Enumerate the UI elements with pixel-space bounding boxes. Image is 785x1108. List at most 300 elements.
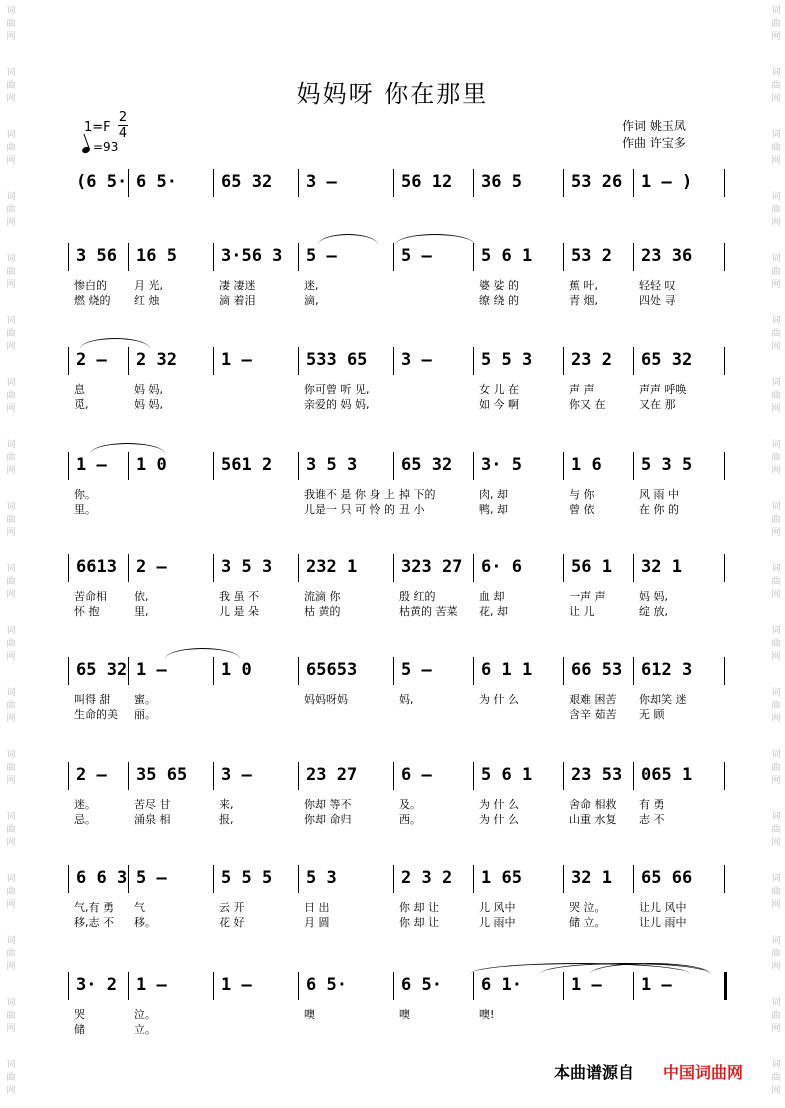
watermark-char: 曲 [6, 515, 16, 525]
barline [393, 169, 394, 197]
lyrics-verse-2 [70, 1021, 726, 1035]
watermark-char: 曲 [771, 81, 781, 91]
quarter-note-icon [81, 146, 91, 154]
measure-notes: 065 1 [641, 765, 693, 785]
measure-notes: 6 5· [401, 975, 442, 995]
measure-notes: 65 32 [76, 660, 128, 680]
barline [393, 762, 394, 790]
watermark-char: 曲 [6, 949, 16, 959]
lyric-syllables: 储 [74, 1023, 85, 1036]
lyric-syllables: 在 你 的 [639, 503, 679, 516]
measure-notes: 1 — [571, 975, 602, 995]
barline [213, 865, 214, 893]
watermark-char: 曲 [6, 1011, 16, 1021]
lyric-syllables: 妈 妈, [639, 590, 668, 603]
lyric-syllables: 为 什 么 [479, 693, 519, 706]
watermark-char: 网 [6, 466, 16, 476]
lyric-syllables: 你却 命归 [304, 813, 352, 826]
measure-notes: 5 6 1 [481, 765, 533, 785]
measure-notes: 2 3 2 [401, 868, 453, 888]
watermark-char: 曲 [6, 1073, 16, 1083]
lyric-syllables: 蜜。 [134, 693, 156, 706]
measure-notes: 1 65 [481, 868, 522, 888]
measure-notes: 3· 2 [76, 975, 117, 995]
slur [165, 648, 240, 659]
lyric-syllables: 艰难 困苦 [569, 693, 617, 706]
barline [298, 169, 299, 197]
lyric-syllables: 怀 抱 [74, 605, 100, 618]
lyric-syllables: 声 声 [569, 383, 595, 396]
lyric-syllables: 你可曾 听 见, [304, 383, 370, 396]
lyric-syllables: 妈 妈, [134, 383, 163, 396]
lyric-syllables: 迷。 [74, 798, 96, 811]
watermark-char: 曲 [771, 267, 781, 277]
watermark-char: 曲 [6, 19, 16, 29]
watermark-char: 网 [6, 1024, 16, 1034]
lyric-syllables: 缭 绕 的 [479, 294, 519, 307]
measure-notes: 23 2 [571, 350, 612, 370]
measure-notes: (6 5· [76, 172, 128, 192]
measure-notes: 23 53 [571, 765, 623, 785]
watermark-char: 曲 [771, 763, 781, 773]
lyric-syllables: 觅, [74, 398, 89, 411]
watermark-char: 网 [771, 1086, 781, 1096]
watermark-char: 曲 [771, 19, 781, 29]
watermark-char: 曲 [6, 701, 16, 711]
barline [68, 972, 69, 1000]
lyric-syllables: 月 光, [134, 279, 163, 292]
barline [473, 865, 474, 893]
watermark-char: 词 [771, 688, 781, 698]
watermark-char: 网 [771, 156, 781, 166]
measure-notes: 5 6 1 [481, 246, 533, 266]
barline [633, 347, 634, 375]
lyric-syllables: 蕉 叶, [569, 279, 598, 292]
barline [68, 243, 69, 271]
lyric-syllables: 流滴 你 [304, 590, 341, 603]
watermark-char: 网 [6, 1086, 16, 1096]
barline [213, 554, 214, 582]
barline [724, 452, 725, 480]
measure-notes: 65 32 [641, 350, 693, 370]
measure-notes: 56 1 [571, 557, 612, 577]
watermark-char: 曲 [771, 949, 781, 959]
watermark-char: 网 [771, 714, 781, 724]
lyric-syllables: 婆 娑 的 [479, 279, 519, 292]
barline [298, 554, 299, 582]
watermark-char: 曲 [6, 887, 16, 897]
watermark-char: 词 [771, 316, 781, 326]
lyrics-verse-2 [70, 811, 726, 825]
lyric-syllables: 泣。 [134, 1008, 156, 1021]
watermark-char: 网 [771, 94, 781, 104]
barline [393, 657, 394, 685]
watermark-char: 网 [771, 342, 781, 352]
lyric-syllables: 亲爱的 妈 妈, [304, 398, 370, 411]
barline [128, 657, 129, 685]
watermark-char: 网 [6, 32, 16, 42]
source-label: 本曲谱源自 [554, 1063, 635, 1082]
lyricist: 作词 姚玉凤 [622, 119, 686, 133]
watermark-char: 词 [6, 688, 16, 698]
watermark-char: 曲 [6, 391, 16, 401]
watermark-char: 曲 [771, 453, 781, 463]
watermark-char: 词 [771, 750, 781, 760]
barline [563, 865, 564, 893]
measure-notes: 56 12 [401, 172, 453, 192]
watermark-char: 网 [771, 32, 781, 42]
lyric-syllables: 山重 水复 [569, 813, 617, 826]
barline [724, 657, 725, 685]
lyric-syllables: 声声 呼唤 [639, 383, 687, 396]
watermark-char: 曲 [771, 205, 781, 215]
watermark-char: 词 [6, 626, 16, 636]
lyric-syllables: 为 什 么 [479, 798, 519, 811]
barline [473, 972, 474, 1000]
watermark-char: 词 [771, 254, 781, 264]
barline [724, 347, 725, 375]
lyric-syllables: 曾 依 [569, 503, 595, 516]
lyric-syllables: 哭 泣。 [569, 901, 606, 914]
lyric-syllables: 储 立。 [569, 916, 606, 929]
lyric-syllables: 移。 [134, 916, 156, 929]
slur [318, 234, 378, 245]
watermark-char: 词 [6, 192, 16, 202]
barline [298, 243, 299, 271]
lyric-syllables: 息 [74, 383, 85, 396]
lyric-syllables: 你却 等不 [304, 798, 352, 811]
watermark-char: 曲 [771, 143, 781, 153]
barline [393, 972, 394, 1000]
measure-notes: 323 27 [401, 557, 463, 577]
lyric-syllables: 儿 风中 [479, 901, 516, 914]
measure-notes: 1 — [136, 660, 167, 680]
watermark-char: 词 [6, 564, 16, 574]
watermark-char: 网 [6, 280, 16, 290]
lyric-syllables: 你又 在 [569, 398, 606, 411]
slur [80, 338, 150, 349]
measure-notes: 1 0 [136, 455, 167, 475]
lyric-syllables: 叫得 甜 [74, 693, 111, 706]
lyric-syllables: 凄 凄迷 [219, 279, 256, 292]
lyric-syllables: 让 儿 [569, 605, 595, 618]
measure-notes: 3· 5 [481, 455, 522, 475]
watermark-char: 网 [6, 590, 16, 600]
watermark-char: 网 [6, 776, 16, 786]
watermark-char: 词 [6, 936, 16, 946]
credits [622, 118, 686, 152]
measure-notes: 5 5 3 [481, 350, 533, 370]
barline [633, 865, 634, 893]
lyric-syllables: 惨白的 [74, 279, 107, 292]
lyric-syllables: 与 你 [569, 488, 595, 501]
watermark-char: 曲 [771, 391, 781, 401]
key-signature: 1=F [84, 120, 111, 135]
watermark-char: 曲 [6, 143, 16, 153]
measure-notes: 1 0 [221, 660, 252, 680]
barline [298, 452, 299, 480]
barline [128, 347, 129, 375]
measure-notes: 3 — [221, 765, 252, 785]
watermark-char: 网 [6, 218, 16, 228]
lyric-syllables: 妈, [399, 693, 414, 706]
source-site: 中国词曲网 [663, 1063, 744, 1082]
barline [68, 347, 69, 375]
watermark-char: 词 [6, 502, 16, 512]
barline [563, 452, 564, 480]
lyric-syllables: 气 [134, 901, 145, 914]
measure-notes: 1 — [221, 350, 252, 370]
lyric-syllables: 青 烟, [569, 294, 598, 307]
barline [633, 657, 634, 685]
barline [473, 243, 474, 271]
lyric-syllables: 枯黄的 苦菜 [399, 605, 458, 618]
watermark-char: 网 [6, 528, 16, 538]
barline [724, 554, 725, 582]
watermark-char: 曲 [771, 1011, 781, 1021]
barline [563, 972, 564, 1000]
lyric-syllables: 生命的美 [74, 708, 118, 721]
watermark-char: 曲 [771, 701, 781, 711]
watermark-char: 曲 [6, 329, 16, 339]
lyric-syllables: 四处 寻 [639, 294, 676, 307]
measure-notes: 561 2 [221, 455, 273, 475]
measure-notes: 1 — [76, 455, 107, 475]
watermark-char: 网 [771, 280, 781, 290]
measure-notes: 6 1 1 [481, 660, 533, 680]
barline [563, 554, 564, 582]
lyric-syllables: 丑 小 [399, 503, 425, 516]
barline [633, 243, 634, 271]
barline [724, 865, 725, 893]
lyric-syllables: 云 开 [219, 901, 245, 914]
barline [563, 347, 564, 375]
lyrics-verse-1 [70, 899, 726, 913]
watermark-char: 曲 [771, 577, 781, 587]
barline [128, 554, 129, 582]
watermark-char: 词 [6, 998, 16, 1008]
lyrics-verse-2 [70, 914, 726, 928]
barline [213, 762, 214, 790]
measure-notes: 5 — [136, 868, 167, 888]
lyric-syllables: 及。 [399, 798, 421, 811]
slur [90, 443, 165, 454]
watermark-char: 词 [6, 316, 16, 326]
barline [213, 452, 214, 480]
measure-notes: 6 5· [136, 172, 177, 192]
barline [633, 762, 634, 790]
lyric-syllables: 如 今 啊 [479, 398, 519, 411]
lyric-syllables: 噢 [399, 1008, 410, 1021]
measure-notes: 3 5 3 [306, 455, 358, 475]
lyric-syllables: 移,志 不 [74, 916, 114, 929]
watermark-char: 网 [6, 156, 16, 166]
watermark-char: 词 [771, 812, 781, 822]
lyric-syllables: 西。 [399, 813, 421, 826]
watermark-char: 网 [771, 1024, 781, 1034]
measure-notes: 36 5 [481, 172, 522, 192]
lyric-syllables: 妈妈呀妈 [304, 693, 348, 706]
measure-notes: 232 1 [306, 557, 358, 577]
lyric-syllables: 肉, 却 [479, 488, 508, 501]
measure-notes: 1 — [641, 975, 672, 995]
barline [298, 865, 299, 893]
measure-notes: 3 — [401, 350, 432, 370]
measure-notes: 2 32 [136, 350, 177, 370]
watermark-char: 曲 [6, 205, 16, 215]
barline [128, 865, 129, 893]
watermark-char: 曲 [6, 453, 16, 463]
lyric-syllables: 立。 [134, 1023, 156, 1036]
composer: 作曲 许宝多 [622, 136, 686, 150]
lyric-syllables: 涌泉 相 [134, 813, 171, 826]
lyric-syllables: 我 虽 不 [219, 590, 259, 603]
slur [395, 234, 475, 245]
watermark-char: 曲 [6, 763, 16, 773]
lyric-syllables: 噢! [479, 1008, 495, 1021]
lyric-syllables: 有 勇 [639, 798, 665, 811]
measure-notes: 1 — ) [641, 172, 693, 192]
watermark-char: 曲 [771, 887, 781, 897]
measure-notes: 65 66 [641, 868, 693, 888]
time-bottom: 4 [118, 126, 128, 141]
lyric-syllables: 无 顾 [639, 708, 665, 721]
barline [563, 657, 564, 685]
measure-notes: 2 — [76, 765, 107, 785]
measure-notes: 16 5 [136, 246, 177, 266]
measure-notes: 3·56 3 [221, 246, 283, 266]
lyrics-verse-1 [70, 381, 726, 395]
lyric-syllables: 花, 却 [479, 605, 508, 618]
measure-notes: 3 5 3 [221, 557, 273, 577]
lyrics-verse-2 [70, 501, 726, 515]
barline [633, 452, 634, 480]
watermark-char: 词 [6, 812, 16, 822]
lyric-syllables: 我谁不 是 你 身 上 [304, 488, 395, 501]
barline [213, 169, 214, 197]
barline [128, 972, 129, 1000]
measure-notes: 5 — [401, 660, 432, 680]
measure-notes: 533 65 [306, 350, 368, 370]
measure-notes: 5 5 5 [221, 868, 273, 888]
time-top: 2 [118, 110, 128, 125]
watermark-char: 词 [6, 440, 16, 450]
watermark-char: 曲 [6, 81, 16, 91]
watermark-char: 网 [771, 962, 781, 972]
watermark-char: 词 [771, 6, 781, 16]
measure-notes: 612 3 [641, 660, 693, 680]
measure-notes: 6 — [401, 765, 432, 785]
barline [128, 452, 129, 480]
watermark-char: 曲 [771, 1073, 781, 1083]
barline [724, 243, 725, 271]
watermark-left [4, 0, 18, 1108]
measure-notes: 32 1 [641, 557, 682, 577]
barline [68, 452, 69, 480]
barline [128, 243, 129, 271]
lyric-syllables: 绽 放, [639, 605, 668, 618]
barline [633, 169, 634, 197]
watermark-char: 词 [6, 254, 16, 264]
lyric-syllables: 含辛 茹苦 [569, 708, 617, 721]
watermark-right [769, 0, 783, 1108]
barline [68, 762, 69, 790]
lyric-syllables: 妈 妈, [134, 398, 163, 411]
watermark-char: 词 [771, 564, 781, 574]
lyric-syllables: 殷 红的 [399, 590, 436, 603]
barline [298, 657, 299, 685]
measure-notes: 6 1· [481, 975, 522, 995]
barline [393, 554, 394, 582]
watermark-char: 网 [6, 838, 16, 848]
lyric-syllables: 为 什 么 [479, 813, 519, 826]
lyric-syllables: 滴 着泪 [219, 294, 256, 307]
lyrics-verse-2 [70, 706, 726, 720]
watermark-char: 网 [771, 776, 781, 786]
measure-notes: 65 32 [221, 172, 273, 192]
watermark-char: 曲 [771, 515, 781, 525]
watermark-char: 词 [771, 378, 781, 388]
barline [298, 762, 299, 790]
lyrics-verse-1 [70, 277, 726, 291]
lyric-syllables: 报, [219, 813, 234, 826]
measure-notes: 1 — [136, 975, 167, 995]
barline [563, 243, 564, 271]
lyric-syllables: 女 儿 在 [479, 383, 519, 396]
measure-notes: 53 2 [571, 246, 612, 266]
measure-notes: 23 36 [641, 246, 693, 266]
tempo-marking [82, 140, 118, 154]
barline [298, 972, 299, 1000]
measure-notes: 2 — [136, 557, 167, 577]
lyrics-verse-2 [70, 292, 726, 306]
lyric-syllables: 苦尽 甘 [134, 798, 171, 811]
barline [393, 865, 394, 893]
lyric-syllables: 志 不 [639, 813, 665, 826]
lyric-syllables: 你却笑 迷 [639, 693, 687, 706]
watermark-char: 曲 [771, 329, 781, 339]
watermark-char: 词 [771, 440, 781, 450]
measure-notes: 6 5· [306, 975, 347, 995]
watermark-char: 曲 [6, 267, 16, 277]
watermark-char: 曲 [771, 639, 781, 649]
lyric-syllables: 苦命相 [74, 590, 107, 603]
watermark-char: 网 [771, 838, 781, 848]
barline [724, 169, 725, 197]
measure-notes: 65653 [306, 660, 358, 680]
watermark-char: 词 [6, 6, 16, 16]
watermark-char: 网 [6, 94, 16, 104]
watermark-char: 网 [771, 466, 781, 476]
lyric-syllables: 又在 那 [639, 398, 676, 411]
measure-notes: 2 — [76, 350, 107, 370]
lyric-syllables: 红 烛 [134, 294, 160, 307]
lyric-syllables: 丽。 [134, 708, 156, 721]
barline [68, 657, 69, 685]
barline [393, 452, 394, 480]
lyric-syllables: 枯 黄的 [304, 605, 341, 618]
lyrics-verse-2 [70, 396, 726, 410]
measure-notes: 1 6 [571, 455, 602, 475]
measure-notes: 6613 [76, 557, 117, 577]
lyric-syllables: 让儿 风中 [639, 901, 687, 914]
barline [724, 972, 727, 1000]
watermark-char: 网 [6, 342, 16, 352]
watermark-char: 网 [771, 218, 781, 228]
barline [473, 554, 474, 582]
watermark-char: 词 [771, 68, 781, 78]
lyric-syllables: 风 雨 中 [639, 488, 679, 501]
